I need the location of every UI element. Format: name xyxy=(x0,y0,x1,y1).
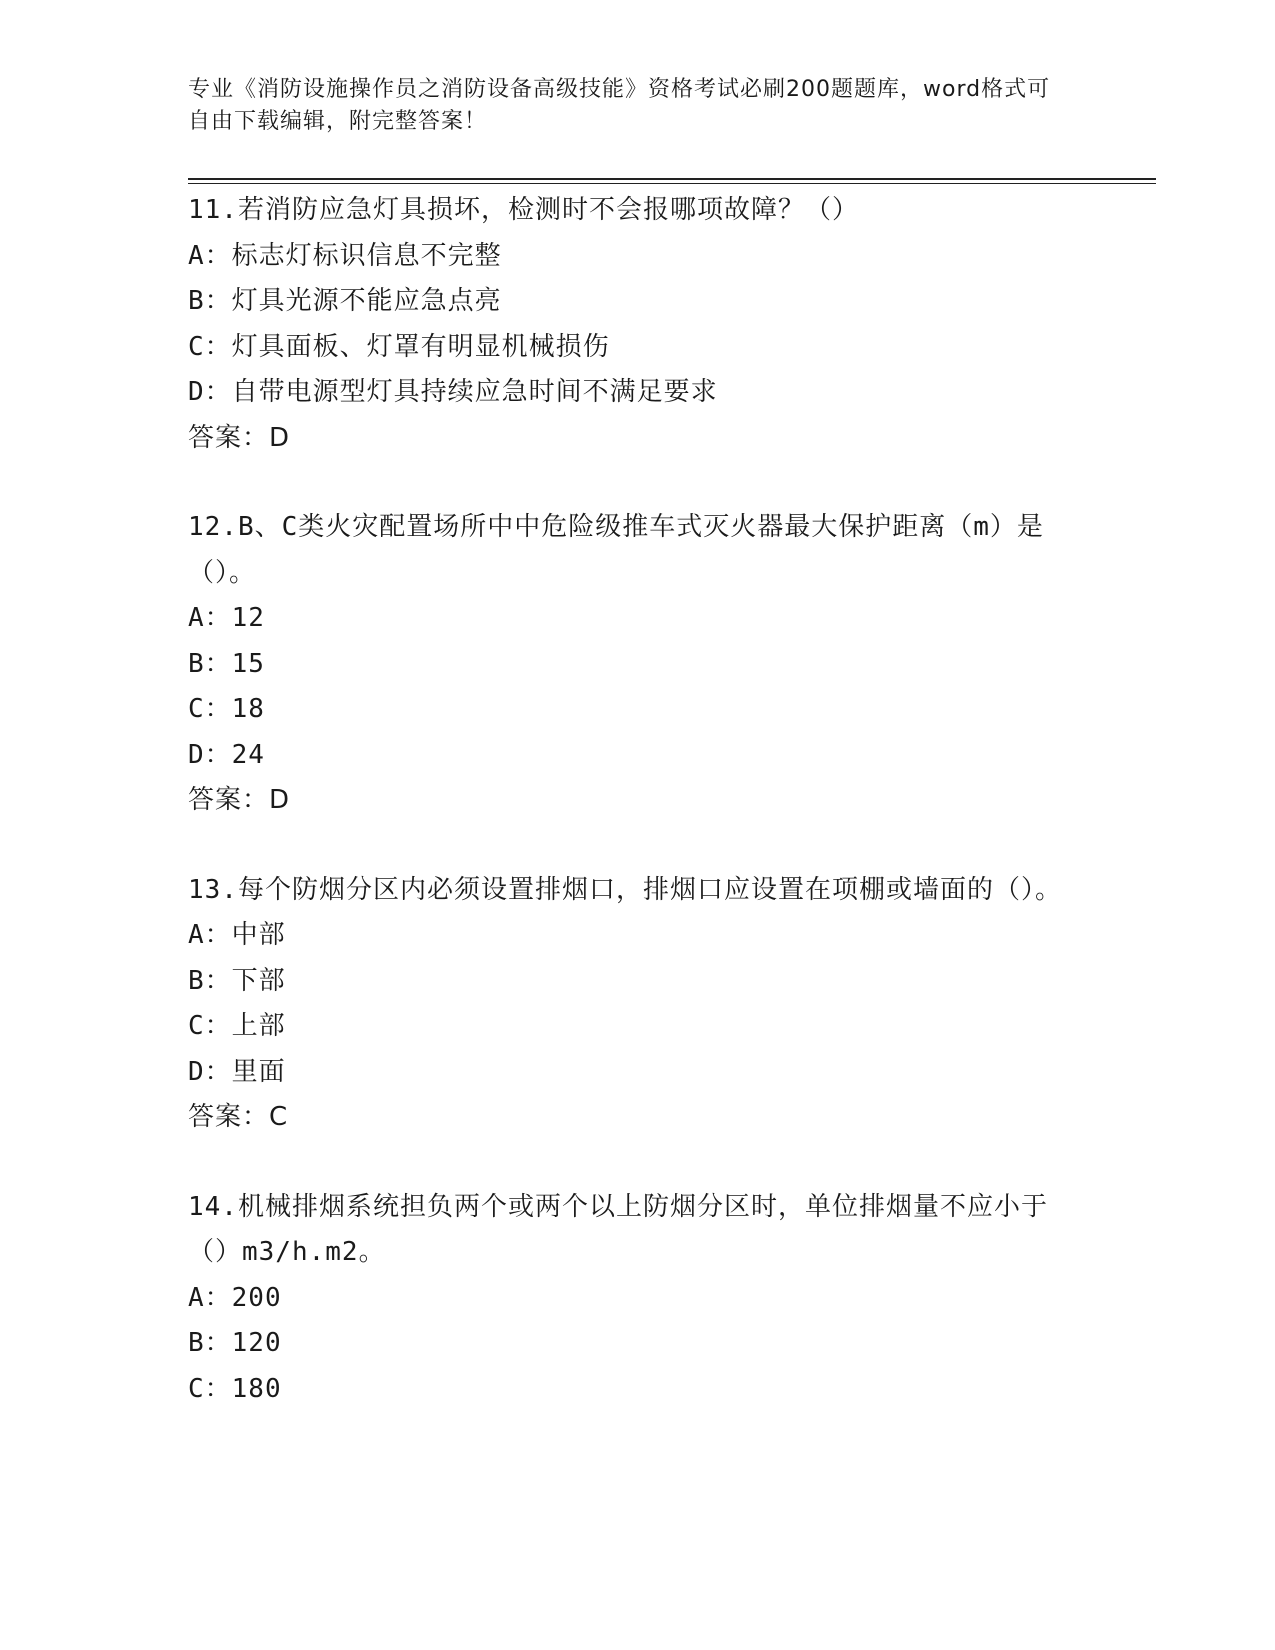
answer: 答案：D xyxy=(188,422,291,453)
option-a: A：12 xyxy=(188,603,265,633)
question-11 xyxy=(188,188,1088,461)
question-12 xyxy=(188,505,1088,824)
question-list xyxy=(188,188,1088,1456)
option-b: B：120 xyxy=(188,1328,282,1358)
question-14 xyxy=(188,1185,1088,1413)
question-stem: 12.B、C类火灾配置场所中中危险级推车式灭火器最大保护距离（m）是（）。 xyxy=(188,512,1044,588)
option-c: C：180 xyxy=(188,1373,282,1404)
option-a: A：中部 xyxy=(188,920,286,950)
option-a: A：标志灯标识信息不完整 xyxy=(188,240,502,271)
question-stem: 13.每个防烟分区内必须设置排烟口，排烟口应设置在项棚或墙面的（）。 xyxy=(188,874,1062,905)
option-b: B：15 xyxy=(188,648,265,679)
header-divider-thin xyxy=(188,183,1156,184)
option-d: D：24 xyxy=(188,739,265,770)
option-d: D：里面 xyxy=(188,1056,286,1087)
option-c: C：灯具面板、灯罩有明显机械损伤 xyxy=(188,331,610,362)
option-c: C：18 xyxy=(188,694,265,724)
option-d: D：自带电源型灯具持续应急时间不满足要求 xyxy=(188,377,718,407)
answer: 答案：C xyxy=(188,1102,289,1132)
header-divider-thick xyxy=(188,178,1156,180)
option-c: C：上部 xyxy=(188,1011,286,1041)
question-13 xyxy=(188,868,1088,1141)
option-b: B：灯具光源不能应急点亮 xyxy=(188,286,502,316)
answer: 答案：D xyxy=(188,785,291,815)
option-b: B：下部 xyxy=(188,965,286,996)
question-stem: 14.机械排烟系统担负两个或两个以上防烟分区时，单位排烟量不应小于（）m3/h.m2。 xyxy=(188,1191,1048,1267)
question-stem: 11.若消防应急灯具损坏，检测时不会报哪项故障？（） xyxy=(188,195,859,225)
document-header: 专业《消防设施操作员之消防设备高级技能》资格考试必刷200题题库，word格式可自由下载编辑，附完整答案！ xyxy=(188,77,1051,134)
option-a: A：200 xyxy=(188,1282,282,1313)
